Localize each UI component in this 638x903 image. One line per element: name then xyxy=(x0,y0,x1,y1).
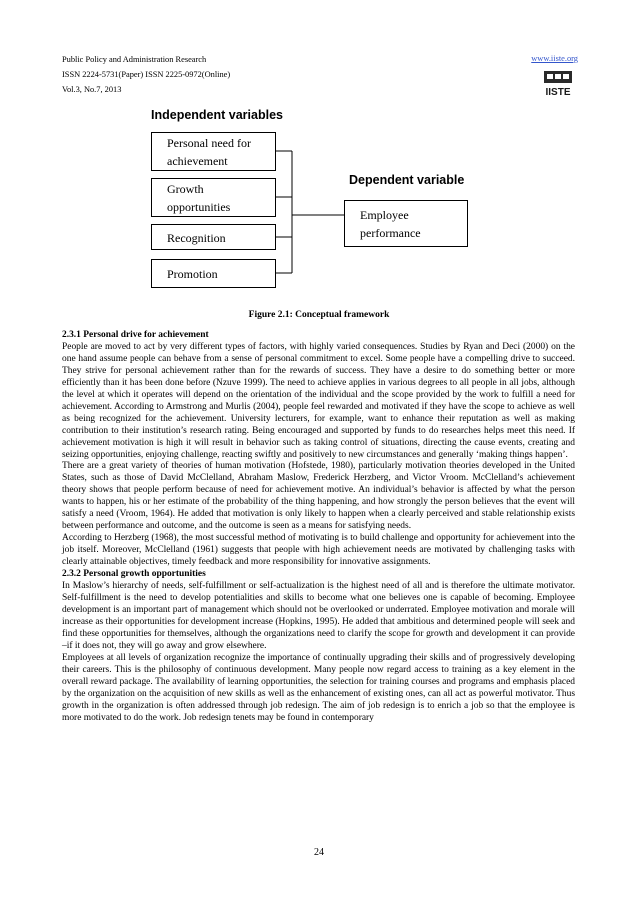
figure-caption: Figure 2.1: Conceptual framework xyxy=(248,310,390,320)
paragraph: According to Herzberg (1968), the most successful method of motivating is to build challenge and opportunity for achievement into the job itself. Moreover, McClelland (1961) suggests that people with high achievement needs are motivated by challenging tasks with clearly attainable objectives, timely feedback and more responsibility for innovative assignments. xyxy=(62,533,575,568)
issn-line: ISSN 2224-5731(Paper) ISSN 2225-0972(Online) xyxy=(62,70,231,79)
section-heading-growth-opportunities: 2.3.2 Personal growth opportunities xyxy=(62,569,206,580)
volume-line: Vol.3, No.7, 2013 xyxy=(62,85,122,94)
box-growth-opportunities xyxy=(151,178,276,217)
box-promotion-label: Promotion xyxy=(167,267,218,281)
logo-text: IISTE xyxy=(545,87,571,97)
box-employee-line1: Employee xyxy=(360,208,409,222)
paragraph: People are moved to act by very different types of factors, with highly varied consequences. Studies by Ryan and Deci (2000) on the one hand assume people can behave from a sense of personal commitment to excel. Some people have a compelling drive to succeed. They strive for personal achievement rather than for the rewards of success. They have a desire to do something better or more efficiently than it has been done before (Nzuve 1999). The need to achieve applies in various degrees to all people in all jobs, although the level at which it operates will depend on the orientation of the individual and the scope provided by the work to fulfill a need for achievement. According to Armstrong and Murlis (2004), people feel rewarded and motivated if they have the scope to achieve as well as being recognized for the achievement. University lecturers, for example, want to enhance their reputation as well as making contribution to their institution’s research rating. Being encouraged and supported by funds to do researches helps meet this need. If achievement motivation is high it will result in behavior such as taking control of situations, directing the cause events, creating and seizing opportunities, enjoying challenge, reacting swiftly and positively to new circumstances and generally ‘making things happen’. xyxy=(62,341,575,460)
framework-connectors xyxy=(0,0,638,310)
box-promotion xyxy=(151,259,276,288)
section-heading-personal-drive: 2.3.1 Personal drive for achievement xyxy=(62,330,209,340)
box-personal-line2: achievement xyxy=(167,154,228,168)
journal-url-link[interactable]: www.iiste.org xyxy=(531,54,578,63)
box-personal-need xyxy=(151,132,276,171)
journal-name: Public Policy and Administration Research xyxy=(62,55,207,64)
body-text xyxy=(62,330,575,724)
box-growth-line2: opportunities xyxy=(167,200,231,214)
box-recognition xyxy=(151,224,276,250)
independent-variables-title: Independent variables xyxy=(151,108,283,122)
box-growth-line1: Growth xyxy=(167,182,204,196)
page-number: 24 xyxy=(314,847,324,858)
box-personal-line1: Personal need for xyxy=(167,136,251,150)
paragraph: Employees at all levels of organization recognize the importance of continually upgrading their skills and of progressively developing their careers. This is the philosophy of continuous development. Many people now regard access to training as a key element in the overall reward package. The availability of learning opportunities, the selection for training courses and programs and emphasis placed by the organization on the acquisition of new skills as well as the enhancement of existing ones, can all act as powerful motivator. Thus growth in the organization is often addressed through job redesign. The aim of job redesign is to enrich a job so that the employee is more motivated to do the work. Job redesign tenets may be found in contemporary xyxy=(62,652,575,723)
paragraph: In Maslow’s hierarchy of needs, self-fulfillment or self-actualization is the highest need of all and is therefore the ultimate motivator. Self-fulfillment is the need to develop potentialities and skills to become what one believes one is capable of becoming. Employee development is an important part of management which should not be overlooked or underrated. Employee motivation and morale will increase as their opportunities for development increase (Hopkins, 1995). He added that ambitious and determined people will seek and find these opportunities for themselves, although the organizations need to clarify the scope for growth and development it can provide –if it does not, they will go away and grow elsewhere. xyxy=(62,581,575,651)
box-employee-performance xyxy=(344,200,468,247)
paragraph: There are a great variety of theories of human motivation (Hofstede, 1980), particularly motivation theories developed in the United States, such as those of David McClelland, Abraham Maslow, Frederick Herzberg, and Victor Vroom. McClelland’s achievement theory shows that people perform because of need for achievement motive. An individual’s behavior is affected by what the person wants to happen, his or her estimate of the probability of the thing happening, and how strongly the person believes that the event will satisfy a need (Vroom, 1964). He added that motivation is only likely to happen when a clearly perceived and stable relationship exists between performance and outcome, and the outcome is seen as a means for satisfying needs. xyxy=(62,461,575,532)
box-recognition-label: Recognition xyxy=(167,231,226,245)
box-employee-line2: performance xyxy=(360,226,421,240)
dependent-variable-title: Dependent variable xyxy=(349,173,465,187)
